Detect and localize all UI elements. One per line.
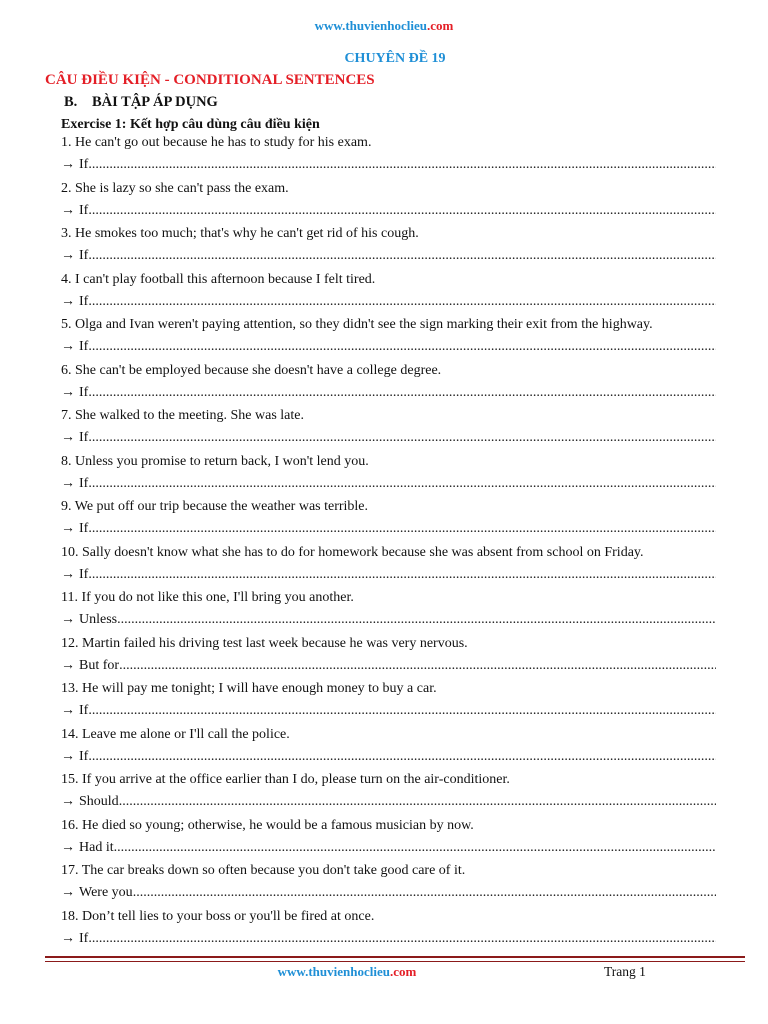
answer-line[interactable] xyxy=(61,292,716,315)
exercise-item xyxy=(61,224,716,270)
answer-lead: Should xyxy=(79,794,119,809)
answer-lead: If xyxy=(79,202,89,218)
answer-line[interactable] xyxy=(61,747,716,770)
question-text: 17. The car breaks down so often because you don't take good care of it. xyxy=(61,863,466,878)
answer-lead: If xyxy=(79,157,89,172)
answer-line[interactable] xyxy=(61,155,716,178)
question-text: 12. Martin failed his driving test last week because he was very nervous. xyxy=(61,635,468,651)
site-link-tld: .com xyxy=(389,964,417,979)
answer-blank[interactable] xyxy=(88,292,716,315)
answer-blank[interactable] xyxy=(88,747,716,770)
answer-line[interactable] xyxy=(61,701,716,724)
question-text: 15. If you arrive at the office earlier than I do, please turn on the air-conditioner. xyxy=(61,772,510,787)
question-text: 5. Olga and Ivan weren't paying attention, so they didn't see the sign marking their exit from the highway. xyxy=(61,317,653,332)
answer-line[interactable] xyxy=(61,201,716,224)
question-text: 8. Unless you promise to return back, I won't lend you. xyxy=(61,453,369,469)
answer-blank[interactable] xyxy=(133,883,716,906)
arrow-icon: → xyxy=(61,248,75,263)
site-link-tld: .com xyxy=(426,18,454,33)
answer-line[interactable] xyxy=(61,883,716,906)
arrow-icon: → xyxy=(61,839,75,855)
answer-lead: If xyxy=(79,430,89,445)
answer-line[interactable] xyxy=(61,428,716,451)
answer-lead: Were you xyxy=(79,885,133,900)
answer-blank[interactable] xyxy=(88,155,716,178)
exercise-item xyxy=(61,452,716,498)
answer-blank[interactable] xyxy=(119,792,716,815)
section-heading xyxy=(64,94,218,111)
arrow-icon: → xyxy=(61,521,75,536)
header-site-link[interactable] xyxy=(0,18,768,34)
exercise-item xyxy=(61,588,716,634)
answer-lead: If xyxy=(79,339,89,354)
arrow-icon: → xyxy=(61,475,75,491)
exercise-item xyxy=(61,816,716,862)
exercise-item xyxy=(61,406,716,452)
answer-lead: But for xyxy=(79,657,120,673)
answer-line[interactable] xyxy=(61,337,716,360)
answer-line[interactable] xyxy=(61,610,716,633)
answer-lead: If xyxy=(79,521,89,536)
answer-blank[interactable] xyxy=(88,337,716,360)
arrow-icon: → xyxy=(61,748,75,764)
arrow-icon: → xyxy=(61,202,75,218)
answer-lead: If xyxy=(79,748,89,764)
answer-line[interactable] xyxy=(61,656,716,679)
answer-blank[interactable] xyxy=(117,610,716,633)
exercise-item xyxy=(61,133,716,179)
question-text: 4. I can't play football this afternoon because I felt tired. xyxy=(61,271,376,287)
answer-lead: If xyxy=(79,703,89,718)
answer-line[interactable] xyxy=(61,565,716,588)
exercise-item xyxy=(61,907,716,953)
answer-blank[interactable] xyxy=(88,474,716,497)
arrow-icon: → xyxy=(61,794,75,809)
exercise-item xyxy=(61,679,716,725)
arrow-icon: → xyxy=(61,885,75,900)
exercise-item xyxy=(61,270,716,316)
question-text: 18. Don’t tell lies to your boss or you'll be fired at once. xyxy=(61,908,375,924)
site-link-main: www.thuvienhoclieu xyxy=(277,964,390,979)
section-marker: B. xyxy=(64,94,78,110)
answer-blank[interactable] xyxy=(114,838,716,861)
question-text: 16. He died so young; otherwise, he would be a famous musician by now. xyxy=(61,817,474,833)
answer-blank[interactable] xyxy=(88,383,716,406)
question-text: 14. Leave me alone or I'll call the police. xyxy=(61,726,290,742)
arrow-icon: → xyxy=(61,612,75,627)
question-text: 2. She is lazy so she can't pass the exam. xyxy=(61,180,289,196)
answer-line[interactable] xyxy=(61,929,716,952)
answer-line[interactable] xyxy=(61,383,716,406)
arrow-icon: → xyxy=(61,339,75,354)
answer-blank[interactable] xyxy=(88,701,716,724)
exercise-title: Exercise 1: Kết hợp câu dùng câu điều kiện xyxy=(61,117,320,132)
answer-line[interactable] xyxy=(61,792,716,815)
answer-blank[interactable] xyxy=(119,656,716,679)
exercise-item xyxy=(61,634,716,680)
arrow-icon: → xyxy=(61,703,75,718)
exercise-item xyxy=(61,497,716,543)
arrow-icon: → xyxy=(61,157,75,172)
question-text: 9. We put off our trip because the weather was terrible. xyxy=(61,499,369,514)
answer-blank[interactable] xyxy=(88,565,716,588)
exercise-item xyxy=(61,361,716,407)
answer-blank[interactable] xyxy=(88,519,716,542)
answer-lead: If xyxy=(79,930,89,946)
answer-lead: If xyxy=(79,384,89,400)
footer-divider xyxy=(45,956,745,962)
answer-lead: If xyxy=(79,475,89,491)
page-number: Trang 1 xyxy=(604,964,646,979)
answer-lead: If xyxy=(79,248,89,263)
answer-lead: If xyxy=(79,293,89,309)
topic-title: CÂU ĐIỀU KIỆN - CONDITIONAL SENTENCES xyxy=(45,72,375,88)
answer-line[interactable] xyxy=(61,246,716,269)
answer-blank[interactable] xyxy=(88,428,716,451)
arrow-icon: → xyxy=(61,930,75,946)
answer-blank[interactable] xyxy=(88,201,716,224)
topic-number: CHUYÊN ĐỀ 19 xyxy=(344,51,446,66)
question-text: 1. He can't go out because he has to study for his exam. xyxy=(61,135,372,150)
question-text: 13. He will pay me tonight; I will have enough money to buy a car. xyxy=(61,681,437,696)
answer-line[interactable] xyxy=(61,519,716,542)
section-title: BÀI TẬP ÁP DỤNG xyxy=(92,94,218,110)
answer-blank[interactable] xyxy=(88,246,716,269)
answer-blank[interactable] xyxy=(88,929,716,952)
arrow-icon: → xyxy=(61,384,75,400)
arrow-icon: → xyxy=(61,566,75,582)
arrow-icon: → xyxy=(61,293,75,309)
answer-lead: Had it xyxy=(79,839,114,855)
question-text: 3. He smokes too much; that's why he can't get rid of his cough. xyxy=(61,226,419,241)
exercise-item xyxy=(61,725,716,771)
question-text: 6. She can't be employed because she doesn't have a college degree. xyxy=(61,362,442,378)
exercise-item xyxy=(61,179,716,225)
arrow-icon: → xyxy=(61,430,75,445)
question-text: 7. She walked to the meeting. She was late. xyxy=(61,408,304,423)
question-text: 10. Sally doesn't know what she has to do for homework because she was absent from school on Friday. xyxy=(61,544,644,560)
answer-lead: If xyxy=(79,566,89,582)
site-link-main: www.thuvienhoclieu xyxy=(314,18,427,33)
exercise-list xyxy=(61,133,716,952)
exercise-item xyxy=(61,770,716,816)
exercise-item xyxy=(61,861,716,907)
answer-line[interactable] xyxy=(61,474,716,497)
arrow-icon: → xyxy=(61,657,75,673)
question-text: 11. If you do not like this one, I'll bring you another. xyxy=(61,590,354,605)
answer-lead: Unless xyxy=(79,612,118,627)
exercise-item xyxy=(61,543,716,589)
answer-line[interactable] xyxy=(61,838,716,861)
exercise-item xyxy=(61,315,716,361)
